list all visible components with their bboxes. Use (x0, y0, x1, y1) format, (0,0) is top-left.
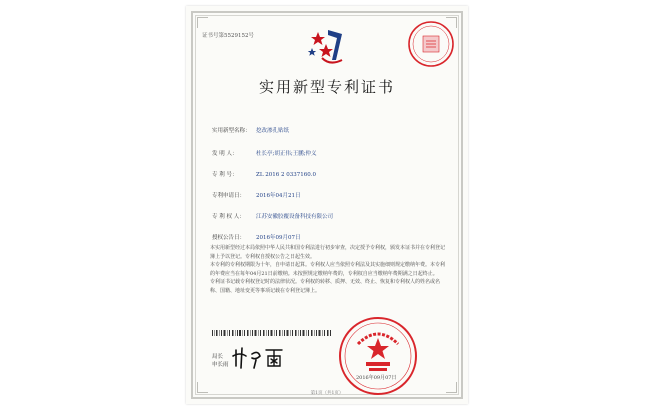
field-value: 2016年04月21日 (256, 193, 301, 199)
barcode-icon (212, 330, 332, 336)
director-title: 局长 (212, 354, 224, 360)
field-label: 授权公告日： (212, 235, 246, 241)
official-seal-bottom-icon (336, 314, 420, 398)
seal-date: 2016年09月07日 (356, 375, 397, 381)
handwritten-signature-icon (230, 342, 290, 372)
official-seal-top-icon (406, 19, 456, 69)
field-label: 实用新型名称： (212, 128, 251, 134)
body-paragraph: 本专利的专利权期限为十年，自申请日起算。专利权人应当依照专利法及其实施细则规定缴纳年费。本专利的年费应当在每年04月21日前缴纳。未按照规定缴纳年费的，专利权自应当缴纳年费期满之日起终止。 (210, 262, 446, 277)
body-paragraph: 本实用新型经过本局依照中华人民共和国专利法进行初步审查，决定授予专利权，颁发本证书并在专利登记簿上予以登记。专利权自授权公告之日起生效。 (210, 245, 446, 260)
field-value: 2016年09月07日 (256, 235, 301, 241)
patent-office-emblem-icon (302, 22, 350, 70)
field-value: 杜长亭;胡正伟;王鹏;仲义 (256, 151, 317, 157)
field-patentee (212, 212, 333, 220)
field-inventors (212, 149, 317, 157)
certificate-title: 实用新型专利证书 (258, 78, 395, 96)
director-block (212, 354, 229, 369)
field-value: ZL 2016 2 0337160.0 (256, 172, 316, 178)
corner-ornament (197, 17, 208, 28)
field-value: 江苏安徽胶覆设备科技有限公司 (256, 214, 334, 220)
field-label: 发 明 人： (212, 151, 238, 157)
field-value: 挖改渗孔贴纸 (256, 128, 290, 134)
certificate-body (210, 244, 446, 296)
page-number: 第1页（共1页） (310, 391, 344, 396)
field-grant-date (212, 233, 301, 241)
certificate-number: 证书号第5529152号 (202, 33, 254, 39)
field-utility-model-name (212, 126, 289, 134)
director-name: 申长雨 (212, 361, 229, 368)
field-label: 专 利 号： (212, 172, 238, 178)
field-filing-date (212, 191, 301, 199)
patent-certificate (186, 6, 468, 404)
field-label: 专 利 权 人： (212, 214, 245, 220)
field-label: 专利申请日： (212, 193, 246, 199)
field-patent-number (212, 170, 316, 178)
body-paragraph: 专利证书记载专利权登记时的法律状况。专利权的转移、质押、无效、终止、恢复和专利权人的姓名或名称、国籍、地址变更等事项记载在专利登记簿上。 (210, 279, 441, 294)
